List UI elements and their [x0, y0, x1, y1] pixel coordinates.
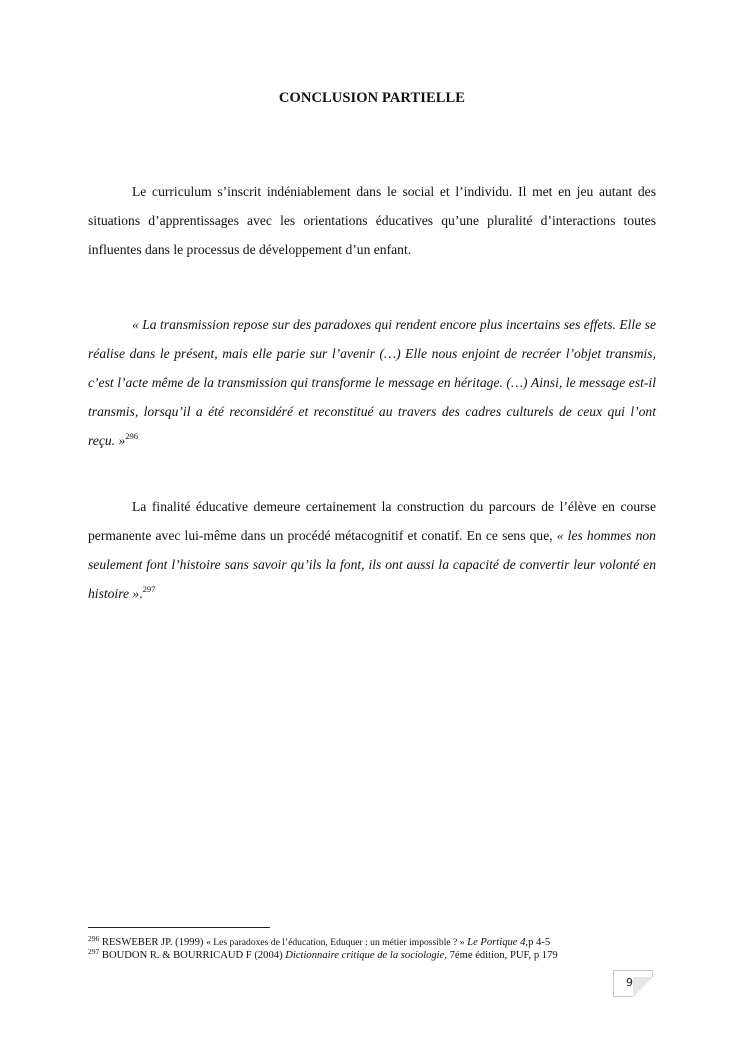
footnote-author: RESWEBER JP. (1999) — [99, 937, 207, 948]
footnote-ref-297[interactable]: 297 — [142, 584, 156, 594]
quote-text: « les hommes non seulement font l’histoire sans savoir qu’ils la font, ils ont aussi la capacité de convertir leur volonté en histoire » — [88, 528, 656, 601]
footnote-journal: Le Portique 4, — [467, 937, 529, 948]
page-curl-icon — [633, 977, 653, 997]
footnote-296 — [88, 936, 550, 949]
paragraph-curriculum — [88, 177, 656, 264]
footnote-number: 297 — [88, 947, 100, 956]
footnote-number: 296 — [88, 934, 100, 943]
quote-text: « La transmission repose sur des paradoxes qui rendent encore plus incertains ses effets. Elle se réalise dans le présent, mais elle parie sur l’avenir (…) Elle nous enjoint de recréer l’objet transmis, c’est l’acte même de la transmission qui transforme le message en héritage. (…) Ainsi, le message est-il transmis, lorsqu’il a été reconsidéré et reconstitué au travers des cadres culturels de ceux qui l’ont reçu. » — [88, 317, 656, 448]
paragraph-quote-transmission — [88, 310, 656, 455]
footnote-article-title: « Les paradoxes de l’éducation, Eduquer : un métier impossible ? » — [206, 937, 465, 948]
page-number: 99 — [626, 976, 640, 989]
footnote-ref-296[interactable]: 296 — [125, 431, 138, 441]
page-number-box — [613, 970, 653, 997]
quote-period: . — [139, 586, 143, 601]
paragraph-finalite — [88, 492, 656, 608]
footnote-pages: p 4-5 — [528, 937, 551, 948]
footnote-publisher: 7éme édition, PUF, p 179 — [446, 950, 558, 961]
paragraph-text: La finalité éducative demeure certainement la construction du parcours de l’élève en course permanente avec lui-même dans un procédé métacognitif et conatif. En ce sens que, — [88, 499, 656, 543]
footnote-book-title: Dictionnaire critique de la sociologie, — [285, 950, 447, 961]
paragraph-text: Le curriculum s’inscrit indéniablement dans le social et l’individu. Il met en jeu autant des situations d’apprentissages avec les orientations éducatives qu’une pluralité d’interactions toutes influentes dans le processus de développement d’un enfant. — [88, 184, 656, 257]
footnote-separator — [88, 927, 270, 928]
footnote-297 — [88, 949, 558, 962]
page-title: CONCLUSION PARTIELLE — [278, 90, 466, 106]
footnote-author: BOUDON R. & BOURRICAUD F (2004) — [99, 950, 286, 961]
